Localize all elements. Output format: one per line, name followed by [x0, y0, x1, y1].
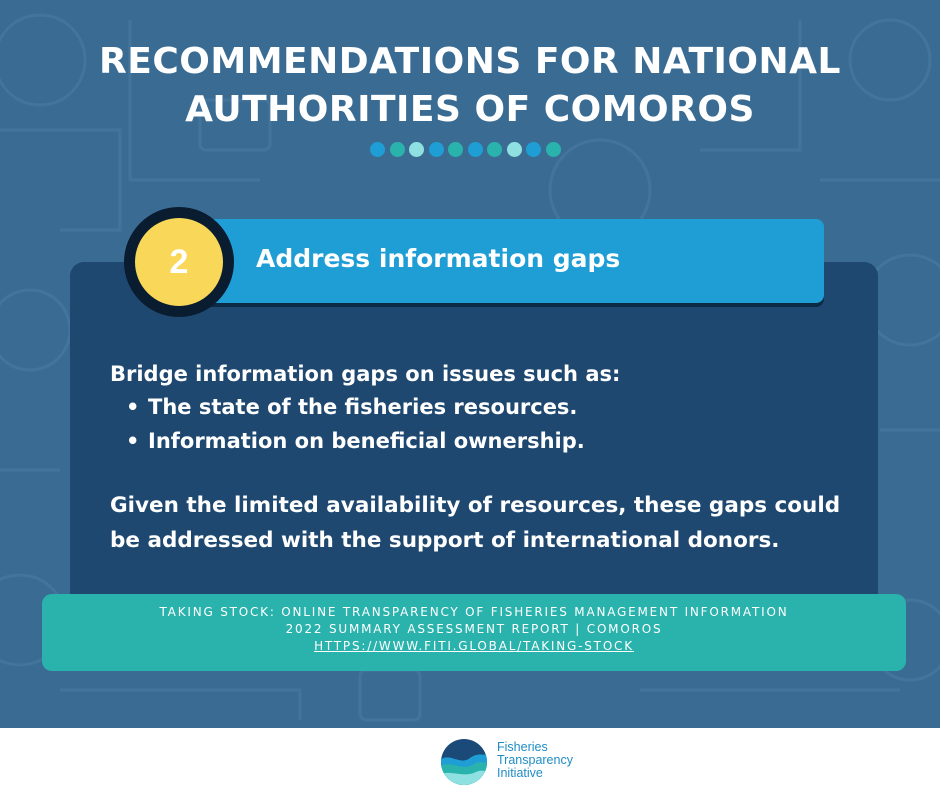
- step-number-badge: [124, 207, 234, 317]
- intro-text: Bridge information gaps on issues such as:: [110, 362, 621, 386]
- logo-line-1: Fisheries: [497, 740, 548, 754]
- decorative-dot: [370, 142, 385, 157]
- bullet-icon: •: [126, 429, 140, 453]
- decorative-dot: [409, 142, 424, 157]
- footer-report-title: TAKING STOCK: ONLINE TRANSPARENCY OF FISHERIES MANAGEMENT INFORMATION: [159, 605, 789, 619]
- decorative-dot: [468, 142, 483, 157]
- recommendation-body: [110, 358, 850, 558]
- bullet-text: Information on beneficial ownership.: [148, 429, 585, 453]
- step-banner: [170, 219, 824, 303]
- list-item: [126, 424, 850, 458]
- decorative-dot: [507, 142, 522, 157]
- decorative-dot: [429, 142, 444, 157]
- bullet-text: The state of the fisheries resources.: [148, 395, 578, 419]
- step-title: Address information gaps: [256, 244, 621, 273]
- decorative-dot: [487, 142, 502, 157]
- decorative-dot: [526, 142, 541, 157]
- fiti-logo-icon: [440, 738, 488, 786]
- bullet-icon: •: [126, 395, 140, 419]
- decorative-dots: [370, 142, 561, 158]
- step-number: 2: [135, 218, 223, 306]
- decorative-dot: [448, 142, 463, 157]
- decorative-dot: [546, 142, 561, 157]
- list-item: [126, 390, 850, 424]
- title-line-2: AUTHORITIES OF COMOROS: [185, 89, 755, 130]
- title-line-1: RECOMMENDATIONS FOR NATIONAL: [99, 41, 841, 82]
- footer-link[interactable]: HTTPS://WWW.FITI.GLOBAL/TAKING-STOCK: [314, 639, 634, 653]
- logo-line-3: Initiative: [497, 766, 543, 780]
- source-footer: [42, 594, 906, 671]
- bullet-list: [110, 390, 850, 458]
- logo-wordmark: [497, 741, 573, 780]
- footer-report-subtitle: 2022 SUMMARY ASSESSMENT REPORT | COMOROS: [285, 622, 663, 636]
- logo-line-2: Transparency: [497, 753, 573, 767]
- decorative-dot: [390, 142, 405, 157]
- summary-paragraph: Given the limited availability of resources, these gaps could be addressed with the support of international donors.: [110, 493, 841, 553]
- page-title: [0, 38, 940, 134]
